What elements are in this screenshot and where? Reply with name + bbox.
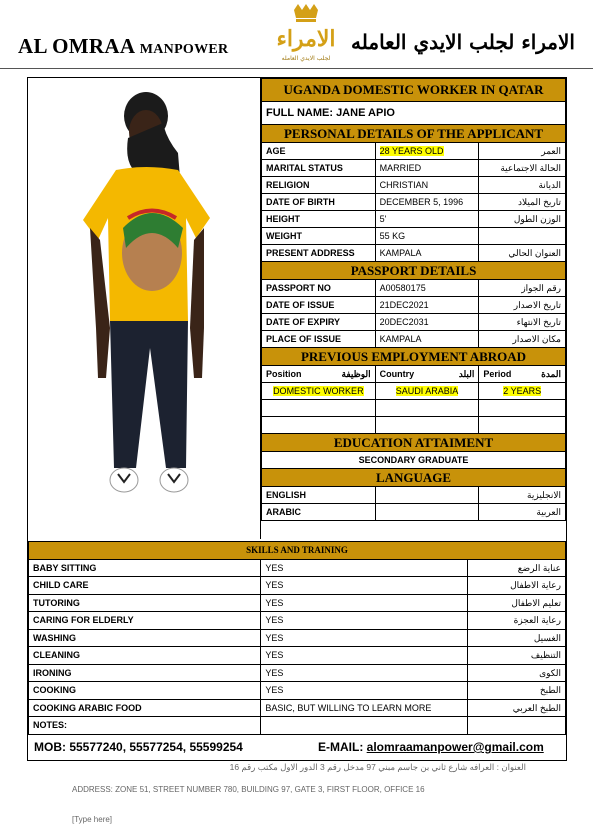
email-link[interactable]: alomraamanpower@gmail.com — [366, 740, 544, 754]
email-label: E-MAIL: — [318, 740, 367, 754]
field-value: 20DEC2031 — [375, 314, 479, 331]
passport-row — [262, 331, 566, 348]
skill-label-arabic: تعليم الاطفال — [468, 594, 566, 612]
skill-row — [29, 612, 566, 630]
personal-row — [262, 194, 566, 211]
field-value — [375, 143, 479, 160]
position-header-ar: الوظيفة — [341, 369, 371, 379]
section-previous-employment-heading: PREVIOUS EMPLOYMENT ABROAD — [262, 348, 566, 366]
language-label-arabic: الانجليزية — [479, 487, 566, 504]
passport-row — [262, 314, 566, 331]
field-label-arabic: تاريخ الانتهاء — [479, 314, 566, 331]
personal-row — [262, 211, 566, 228]
language-level — [375, 504, 479, 521]
section-skills-heading: SKILLS AND TRAINING — [29, 542, 566, 560]
position-header-en: Position — [266, 369, 302, 379]
language-label-arabic: العربية — [479, 504, 566, 521]
skill-value: YES — [261, 664, 468, 682]
skill-label-arabic: الطبخ العربي — [468, 699, 566, 717]
employment-row-empty — [262, 400, 566, 417]
notes-arabic — [468, 717, 566, 735]
language-label: ENGLISH — [262, 487, 376, 504]
applicant-photo — [28, 78, 260, 539]
personal-row — [262, 143, 566, 160]
skill-label-arabic: التنظيف — [468, 647, 566, 665]
country-header-ar: البلد — [458, 369, 475, 379]
personal-row — [262, 177, 566, 194]
skill-label: COOKING — [29, 682, 261, 700]
full-name: FULL NAME: JANE APIO — [262, 102, 566, 125]
personal-row — [262, 228, 566, 245]
skill-row — [29, 699, 566, 717]
header-divider — [0, 68, 593, 69]
brand-name-english — [18, 34, 228, 59]
skill-value: YES — [261, 559, 468, 577]
field-label: RELIGION — [262, 177, 376, 194]
employment-position — [262, 383, 376, 400]
applicant-details-table — [261, 78, 566, 521]
field-label: AGE — [262, 143, 376, 160]
employment-country — [375, 383, 479, 400]
field-value: KAMPALA — [375, 245, 479, 262]
employment-row — [262, 383, 566, 400]
skill-value: YES — [261, 594, 468, 612]
skill-label: BABY SITTING — [29, 559, 261, 577]
field-value: 21DEC2021 — [375, 297, 479, 314]
employment-row-empty — [262, 417, 566, 434]
skill-row — [29, 577, 566, 595]
field-label-arabic: الوزن الطول — [479, 211, 566, 228]
field-label-arabic: الديانة — [479, 177, 566, 194]
field-label: PLACE OF ISSUE — [262, 331, 376, 348]
passport-row — [262, 280, 566, 297]
position-value: DOMESTIC WORKER — [273, 386, 364, 396]
skill-value: YES — [261, 629, 468, 647]
skills-table — [28, 541, 566, 735]
skill-label-arabic: الغسيل — [468, 629, 566, 647]
skill-value: YES — [261, 612, 468, 630]
skill-label-arabic: رعاية العجزة — [468, 612, 566, 630]
field-value: DECEMBER 5, 1996 — [375, 194, 479, 211]
field-label: PRESENT ADDRESS — [262, 245, 376, 262]
field-label: DATE OF ISSUE — [262, 297, 376, 314]
skill-row — [29, 647, 566, 665]
field-label-arabic: مكان الاصدار — [479, 331, 566, 348]
skill-row — [29, 682, 566, 700]
skill-label: TUTORING — [29, 594, 261, 612]
field-value: A00580175 — [375, 280, 479, 297]
footer-placeholder: [Type here] — [72, 815, 113, 824]
logo-text: الامراء — [276, 26, 336, 52]
country-value: SAUDI ARABIA — [395, 386, 459, 396]
language-level — [375, 487, 479, 504]
section-language-heading: LANGUAGE — [262, 469, 566, 487]
email-line — [318, 740, 544, 754]
brand-name-sub: MANPOWER — [139, 42, 229, 57]
skill-label: COOKING ARABIC FOOD — [29, 699, 261, 717]
field-label-arabic: رقم الجواز — [479, 280, 566, 297]
field-label: PASSPORT NO — [262, 280, 376, 297]
skill-label-arabic: الكوى — [468, 664, 566, 682]
brand-name-main: AL OMRAA — [18, 34, 135, 58]
section-personal-heading: PERSONAL DETAILS OF THE APPLICANT — [262, 125, 566, 143]
skill-row — [29, 664, 566, 682]
field-label-arabic: تاريخ الاصدار — [479, 297, 566, 314]
skill-value: YES — [261, 647, 468, 665]
skill-label-arabic: رعاية الاطفال — [468, 577, 566, 595]
field-label-arabic: العنوان الحالي — [479, 245, 566, 262]
age-value: 28 YEARS OLD — [379, 146, 444, 156]
skill-label: IRONING — [29, 664, 261, 682]
notes-label: NOTES: — [29, 717, 261, 735]
section-passport-heading: PASSPORT DETAILS — [262, 262, 566, 280]
skill-value: BASIC, BUT WILLING TO LEARN MORE — [261, 699, 468, 717]
skill-row — [29, 594, 566, 612]
skill-label: CLEANING — [29, 647, 261, 665]
office-address: ADDRESS: ZONE 51, STREET NUMBER 780, BUILDING 97, GATE 3, FIRST FLOOR, OFFICE 16 — [72, 785, 425, 794]
period-header-ar: المدة — [541, 369, 561, 379]
field-label: MARITAL STATUS — [262, 160, 376, 177]
employment-period — [479, 383, 566, 400]
field-value: 5' — [375, 211, 479, 228]
field-value: KAMPALA — [375, 331, 479, 348]
company-logo — [262, 4, 350, 64]
field-label: DATE OF BIRTH — [262, 194, 376, 211]
field-label-arabic: الحالة الاجتماعية — [479, 160, 566, 177]
field-label: DATE OF EXPIRY — [262, 314, 376, 331]
mobile-numbers: MOB: 55577240, 55577254, 55599254 — [34, 740, 243, 754]
period-value: 2 YEARS — [503, 386, 542, 396]
field-label: HEIGHT — [262, 211, 376, 228]
notes-value — [261, 717, 468, 735]
field-label: WEIGHT — [262, 228, 376, 245]
logo-subtext: لجلب الايدي العامله — [281, 55, 331, 62]
skill-label: WASHING — [29, 629, 261, 647]
skill-label: CARING FOR ELDERLY — [29, 612, 261, 630]
section-education-heading: EDUCATION ATTAIMENT — [262, 434, 566, 452]
skill-value: YES — [261, 577, 468, 595]
field-value: MARRIED — [375, 160, 479, 177]
employment-column-headers — [262, 366, 566, 383]
skill-row — [29, 629, 566, 647]
language-label: ARABIC — [262, 504, 376, 521]
language-row — [262, 504, 566, 521]
document-title: UGANDA DOMESTIC WORKER IN QATAR — [262, 79, 566, 102]
period-header-en: Period — [483, 369, 512, 379]
language-row — [262, 487, 566, 504]
personal-row — [262, 245, 566, 262]
skill-label-arabic: الطبخ — [468, 682, 566, 700]
education-value: SECONDARY GRADUATE — [262, 452, 566, 469]
skill-label: CHILD CARE — [29, 577, 261, 595]
arabic-address: العنوان : العرافه شارع ثاني بن جاسم مبني 97 مدخل رقم 3 الدور الاول مكتب رقم 16 — [229, 762, 526, 772]
brand-name-arabic: الامراء لجلب الايدي العامله — [351, 30, 575, 54]
personal-row — [262, 160, 566, 177]
field-label-arabic — [479, 228, 566, 245]
notes-row — [29, 717, 566, 735]
period-column-header — [479, 366, 566, 383]
country-header-en: Country — [379, 369, 415, 379]
position-column-header — [262, 366, 376, 383]
country-column-header — [375, 366, 479, 383]
skill-value: YES — [261, 682, 468, 700]
field-label-arabic: تاريخ الميلاد — [479, 194, 566, 211]
field-value: CHRISTIAN — [375, 177, 479, 194]
skill-row — [29, 559, 566, 577]
field-label-arabic: العمر — [479, 143, 566, 160]
field-value: 55 KG — [375, 228, 479, 245]
skill-label-arabic: عناية الرضع — [468, 559, 566, 577]
passport-row — [262, 297, 566, 314]
